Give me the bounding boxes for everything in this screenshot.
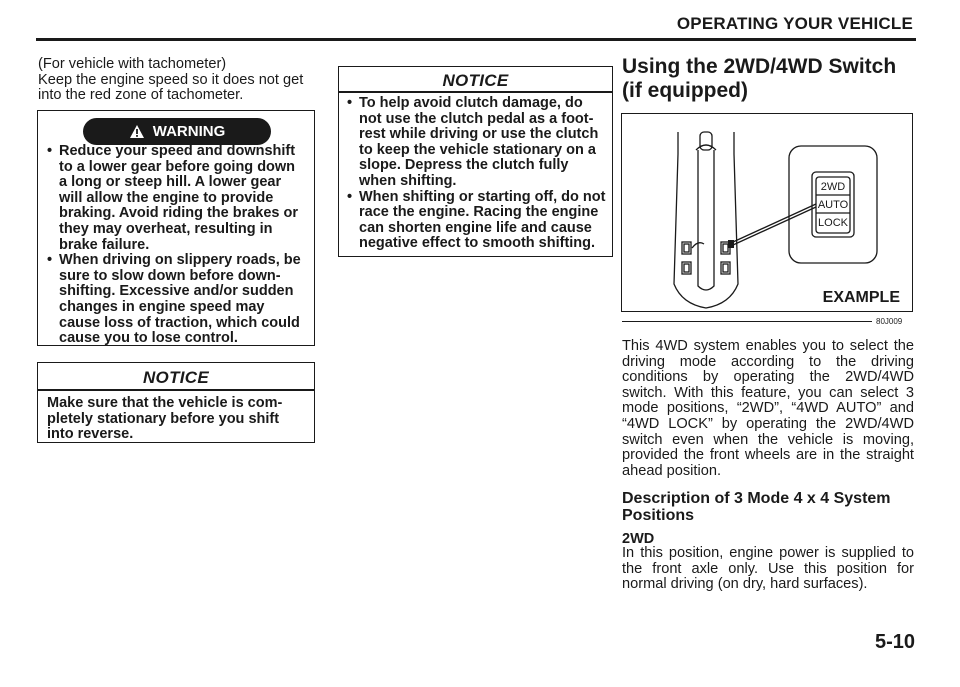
intro-line: into the red zone of tachometer. [38,87,244,104]
warning-triangle-icon [129,124,145,139]
notice-divider [339,91,612,93]
center-console-illustration [622,114,911,310]
switch-label-2wd: 2WD [820,181,846,193]
notice-item: • To help avoid clutch damage, do not use the clutch pedal as a foot-rest while driving or use the clutch to keep the vehicle stationary on a slope. Depress the clutch fully when shifting. [346,96,608,190]
figure-underline [622,321,872,322]
notice-clutch-box [338,66,613,257]
notice-text: Make sure that the vehicle is com-pletely stationary before you shift into reverse. [47,395,283,443]
warning-item: • Reduce your speed and downshift to a lower gear before going down a long or steep hill. A lower gear will allow the engine to provide braking. Avoid riding the brakes or they may overheat, resulting in brake failure. [46,144,307,253]
intro-line: Keep the engine speed so it does not get [38,71,304,88]
notice-list [346,96,608,252]
intro-line: (For vehicle with tachometer) [38,56,227,72]
warning-list [46,144,307,347]
switch-label-lock: LOCK [818,217,848,229]
warning-box [37,110,315,346]
figure-example-label: EXAMPLE [822,289,900,306]
switch-figure [621,113,913,312]
section-title: Using the 2WD/4WD Switch (if equipped) [622,55,897,102]
mode-text: In this position, engine power is supplied to the front axle only. Use this position for normal driving (on dry, hard surfaces). [622,545,914,593]
mode-heading: 2WD [622,531,655,547]
warning-item: • When driving on slippery roads, be sure to slow down before down-shifting. Excessive and/or sudden changes in engine speed may cause loss of traction, which could cause you to lose control. [46,253,307,347]
header-title: OPERATING YOUR VEHICLE [676,14,913,33]
notice-divider [38,389,314,391]
notice-title: NOTICE [142,368,210,387]
subsection-heading: Description of 3 Mode 4 x 4 System Positions [622,490,891,524]
section-body-text: This 4WD system enables you to select the driving mode according to the driving conditions by operating the 2WD/4WD switch. With this feature, you can select 3 mode positions, “2WD”, “4WD AUTO” and “4WD LOCK” by operating the 2WD/4WD switch even when the vehicle is moving, provided the front wheels are in the straight ahead position. [622,338,914,479]
notice-item: • When shifting or starting off, do not race the engine. Racing the engine can shorten engine life and cause negative effect to smooth shifting. [346,190,608,252]
warning-title: WARNING [152,123,226,140]
notice-reverse-box [37,362,315,443]
switch-label-auto: AUTO [817,199,849,211]
intro-text [38,57,314,104]
header-rule [36,38,916,41]
figure-code: 80J009 [876,317,903,326]
warning-header [83,118,271,145]
page-number: 5-10 [874,631,915,653]
notice-title: NOTICE [442,71,509,90]
